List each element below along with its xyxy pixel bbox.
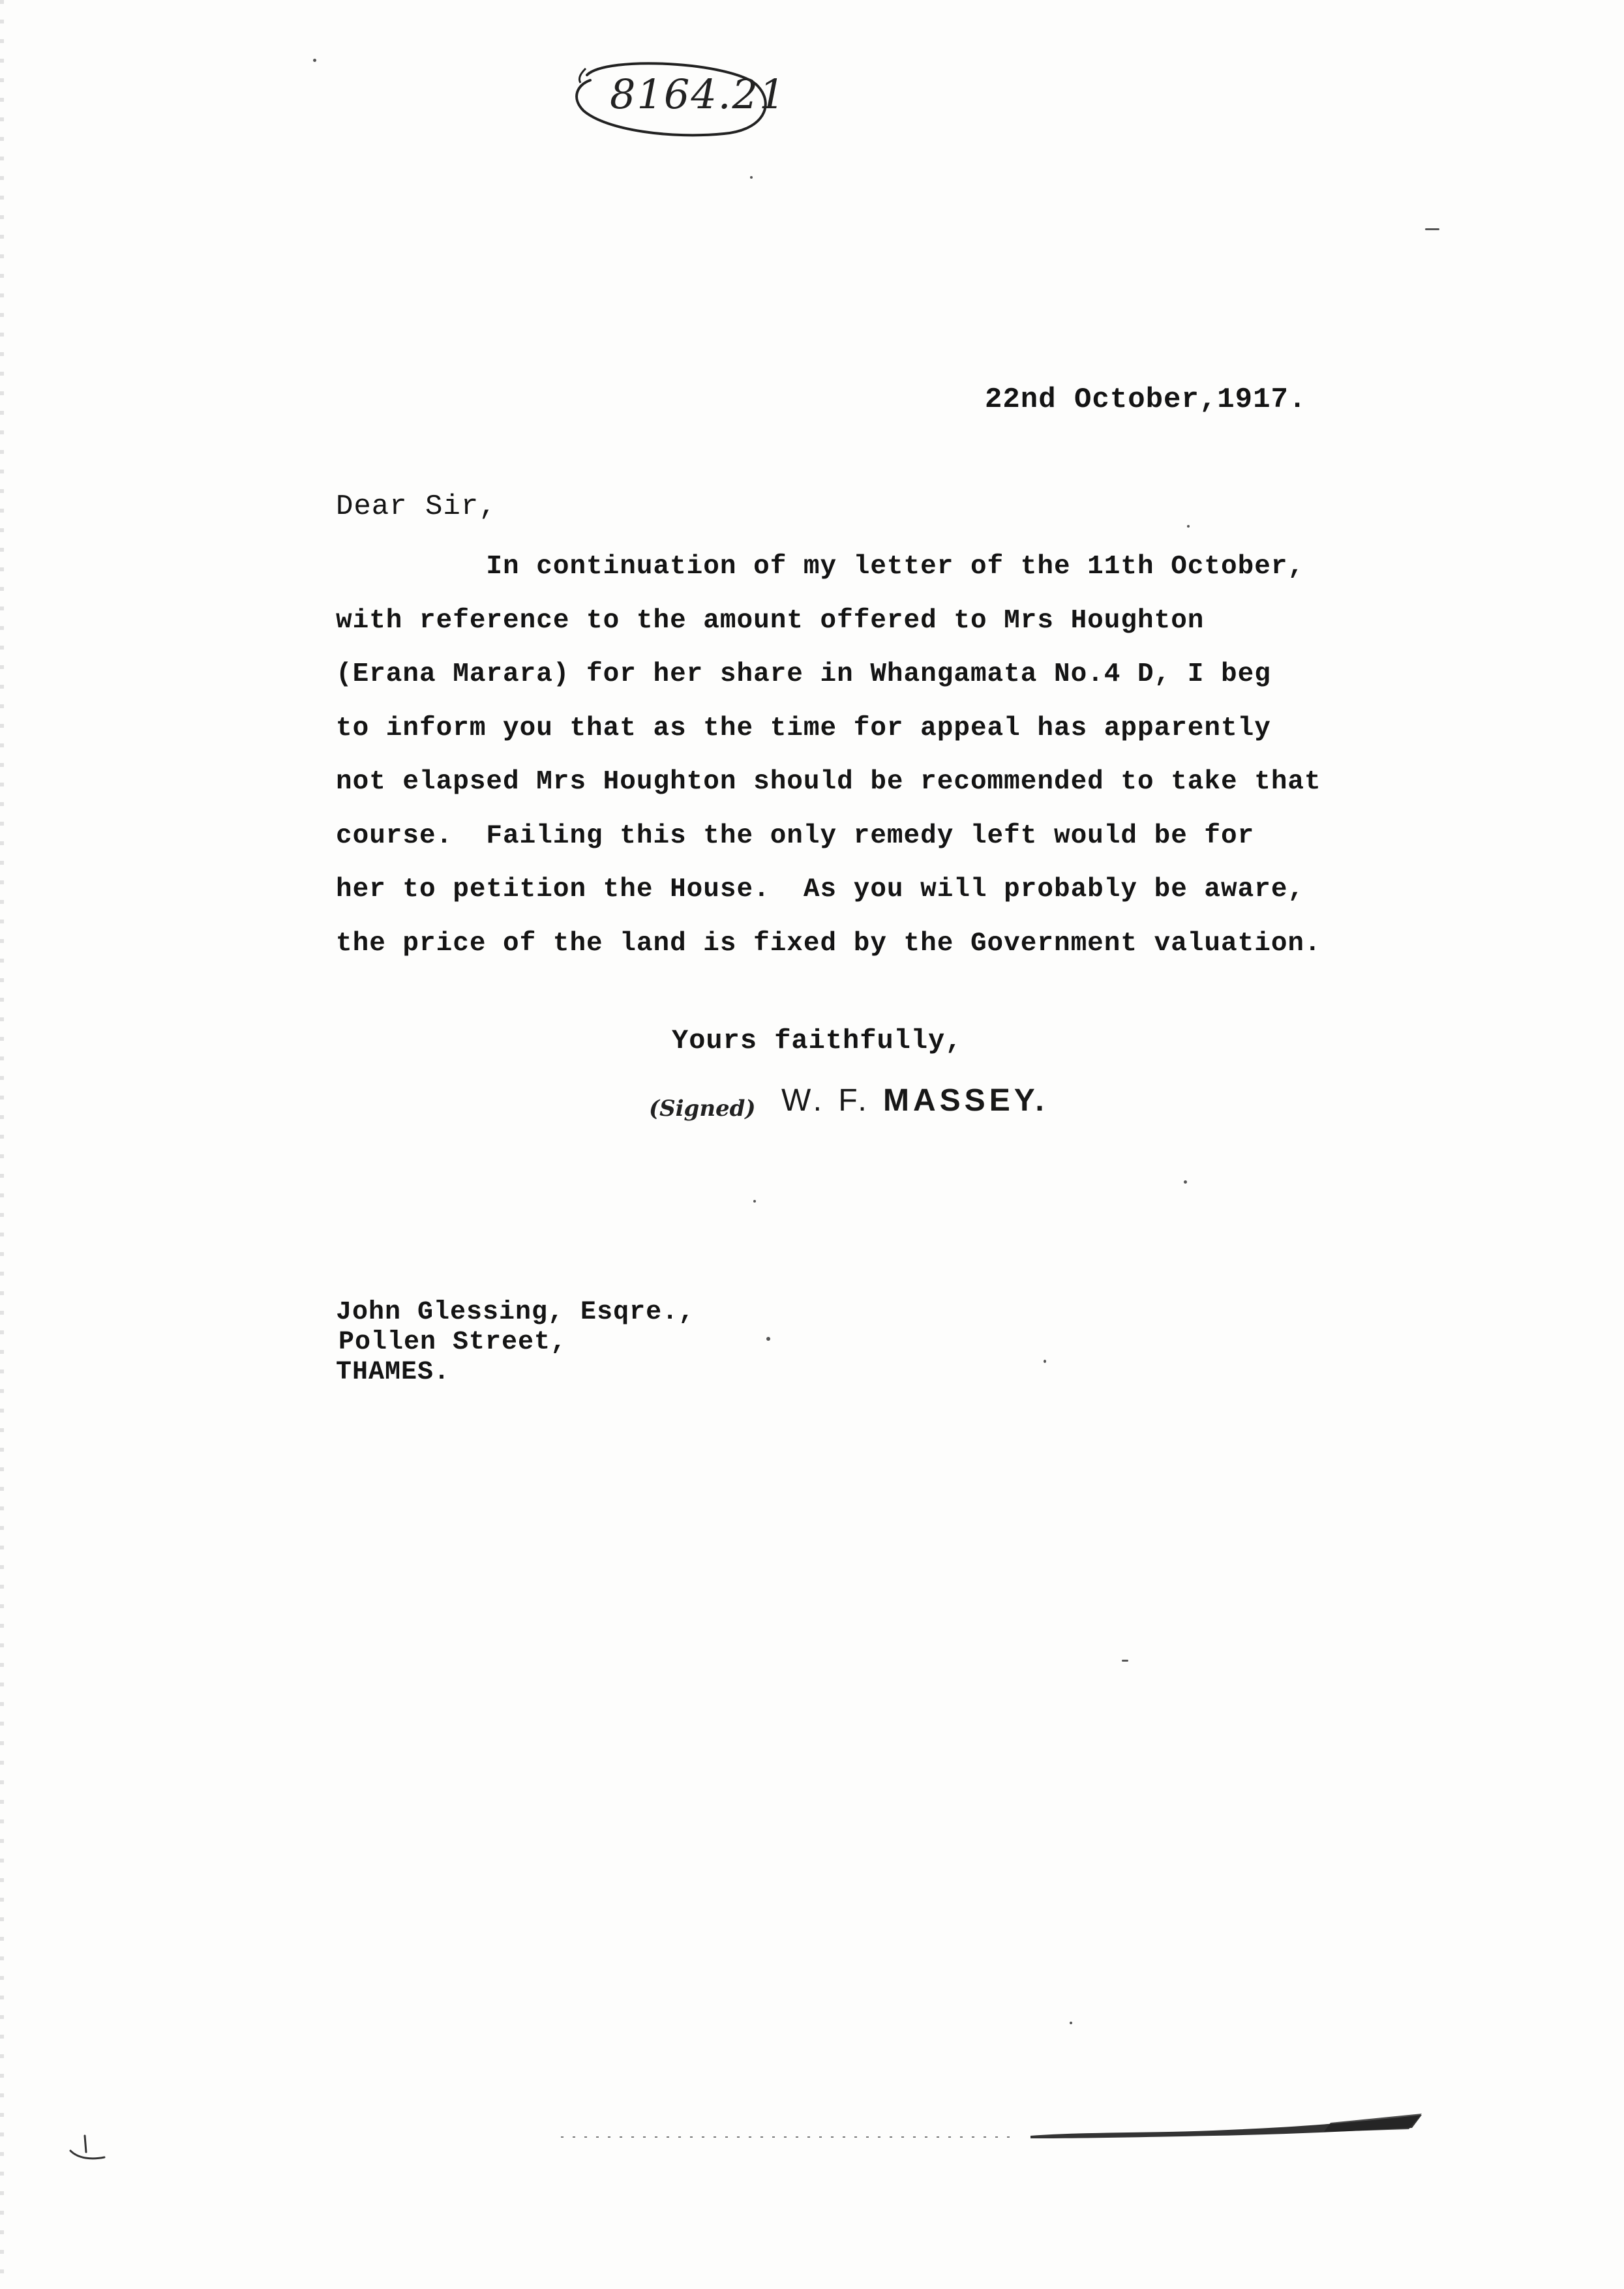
salutation: Dear Sir, [336, 490, 497, 523]
addressee-name: John Glessing, Esqre., [336, 1298, 695, 1327]
scan-speck [1425, 228, 1439, 230]
scan-speck [1184, 1180, 1187, 1184]
addressee-block [336, 1298, 695, 1388]
scan-speck [1187, 525, 1190, 528]
reference-number: 8164.21 [610, 70, 787, 118]
scan-speck [313, 59, 316, 62]
scan-speck [1044, 1360, 1046, 1363]
signature-initials: W. F. [781, 1083, 871, 1118]
body-line: to inform you that as the time for appeal has apparently [336, 713, 1271, 743]
bottom-scan-smudge [561, 2110, 1428, 2142]
scan-speck [766, 1337, 770, 1341]
letter-date: 22nd October,1917. [985, 383, 1307, 416]
signed-note: (Signed) [649, 1096, 756, 1122]
body-line: not elapsed Mrs Houghton should be recommended to take that [336, 767, 1321, 797]
body-line: In continuation of my letter of the 11th October, [336, 552, 1305, 582]
body-line: her to petition the House. As you will probably be aware, [336, 875, 1305, 905]
scan-speck [753, 1200, 756, 1203]
body-line: course. Failing this the only remedy left would be for [336, 820, 1255, 851]
scan-speck [750, 176, 753, 179]
addressee-town: THAMES. [336, 1358, 451, 1387]
corner-pen-mark [65, 2132, 111, 2165]
body-line: (Erana Marara) for her share in Whangamata No.4 D, I beg [336, 659, 1271, 689]
body-line: with reference to the amount offered to Mrs Houghton [336, 605, 1205, 636]
addressee-street: Pollen Street, [338, 1328, 567, 1357]
signature-stamp [781, 1083, 1048, 1118]
scan-speck [1070, 2022, 1072, 2024]
complimentary-close: Yours faithfully, [672, 1025, 963, 1056]
letter-body [336, 540, 1353, 970]
scan-edge [0, 0, 4, 2289]
signature-surname: MASSEY. [883, 1083, 1048, 1118]
body-line: the price of the land is fixed by the Government valuation. [336, 928, 1321, 959]
scan-speck [1122, 1660, 1128, 1662]
